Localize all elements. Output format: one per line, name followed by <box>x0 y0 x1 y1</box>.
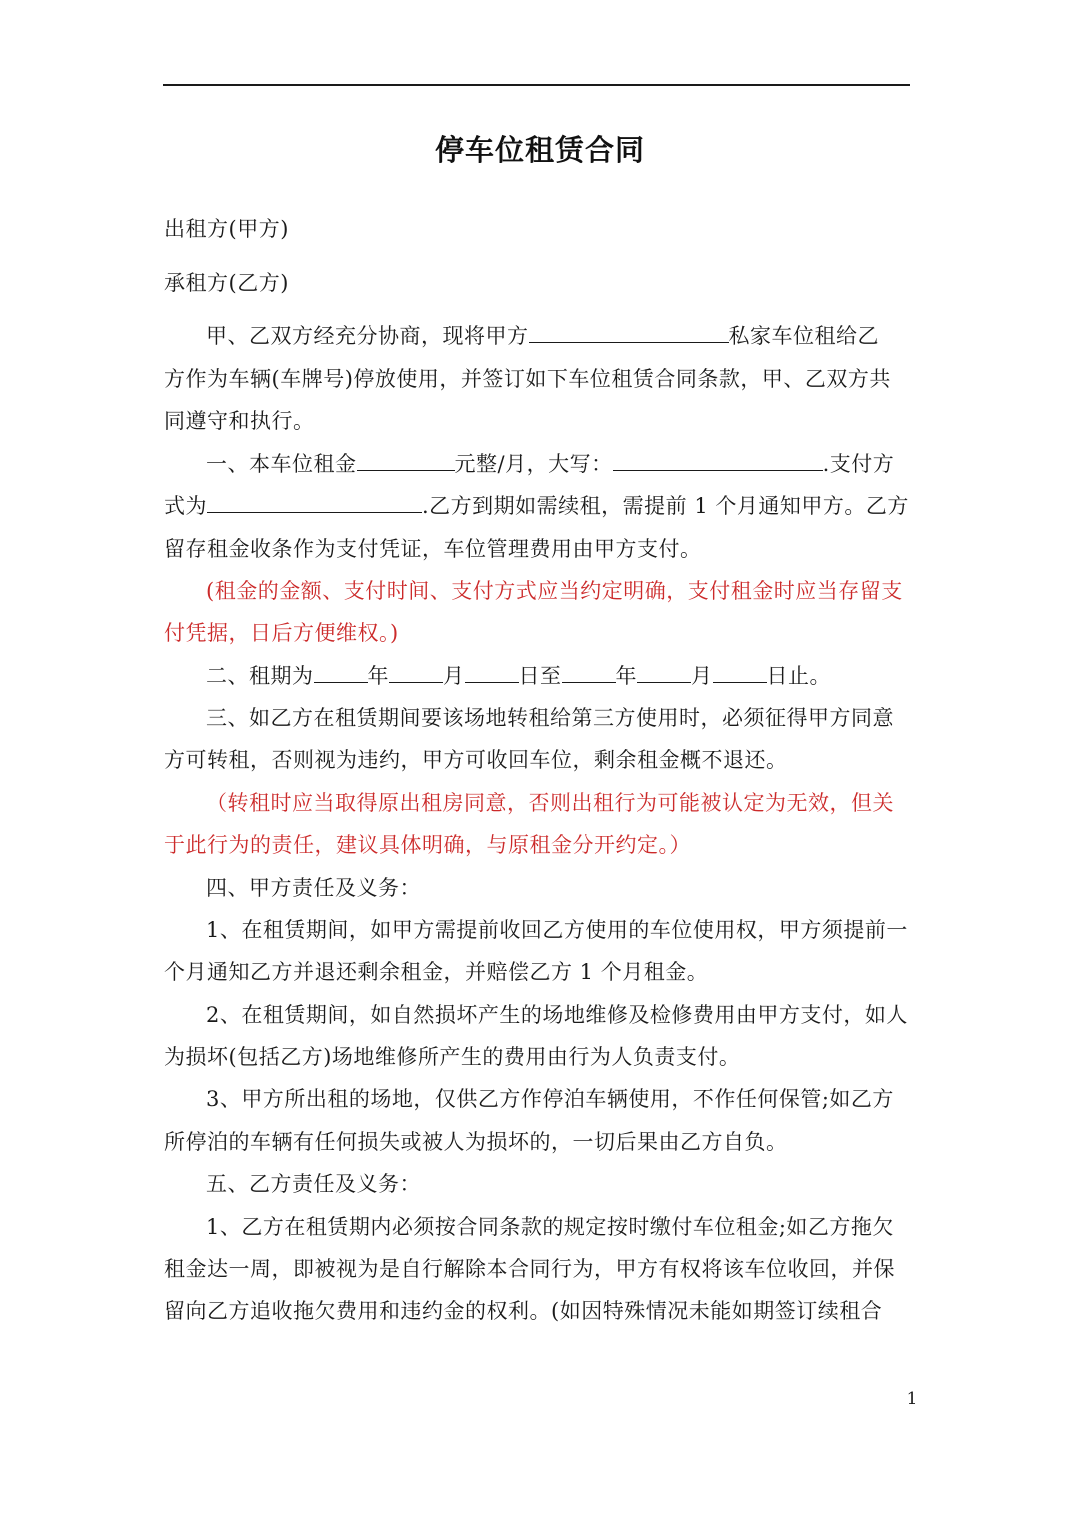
clause1-line-1 <box>206 449 914 479</box>
clause1-text-c: .支付方 <box>822 452 895 476</box>
page-number: 1 <box>906 1389 918 1409</box>
clause5-item1-line-2: 租金达一周，即被视为是自行解除本合同行为，甲方有权将该车位收回，并保 <box>164 1257 895 1281</box>
lessee-line: 承租方(乙方) <box>164 271 289 295</box>
clause2-month1: 月 <box>443 664 465 688</box>
clause5-item1-line-3: 留向乙方追收拖欠费用和违约金的权利。(如因特殊情况未能如期签订续租合 <box>164 1299 883 1323</box>
clause4-item2-line-1: 2、在租赁期间，如自然损坏产生的场地维修及检修费用由甲方支付，如人 <box>206 1003 908 1027</box>
clause4-heading: 四、甲方责任及义务： <box>206 876 421 900</box>
clause4-item3-line-2: 所停泊的车辆有任何损失或被人为损坏的，一切后果由乙方自负。 <box>164 1130 788 1154</box>
note1-line-1: (租金的金额、支付时间、支付方式应当约定明确，支付租金时应当存留支 <box>206 579 903 603</box>
clause1-text-d: 式为 <box>164 494 207 518</box>
end-month-blank <box>637 661 691 683</box>
note1-line-2: 付凭据，日后方便维权。) <box>164 621 399 645</box>
intro-line-2: 方作为车辆(车牌号)停放使用，并签订如下车位租赁合同条款，甲、乙双方共 <box>164 367 891 391</box>
clause1-line-2 <box>164 491 914 521</box>
start-month-blank <box>389 661 443 683</box>
clause4-item1-line-1: 1、在租赁期间，如甲方需提前收回乙方使用的车位使用权，甲方须提前一 <box>206 918 908 942</box>
intro-line-3: 同遵守和执行。 <box>164 409 315 433</box>
clause1-text-b: 元整/月，大写： <box>454 452 613 476</box>
document-title: 停车位租赁合同 <box>434 133 645 167</box>
lessor-line: 出租方(甲方) <box>164 217 289 241</box>
header-rule <box>163 84 910 86</box>
clause5-heading: 五、乙方责任及义务： <box>206 1172 421 1196</box>
start-day-blank <box>465 661 519 683</box>
end-day-blank <box>713 661 767 683</box>
clause1-text-e: .乙方到期如需续租，需提前 1 个月通知甲方。乙方 <box>422 494 909 518</box>
clause2-day2: 日止。 <box>766 664 831 688</box>
rent-words-blank <box>613 449 823 471</box>
intro-text-a: 甲、乙双方经充分协商，现将甲方 <box>206 324 529 348</box>
note2-line-2: 于此行为的责任，建议具体明确，与原租金分开约定。） <box>164 833 691 857</box>
intro-line-1 <box>206 321 914 351</box>
clause2-line <box>206 661 914 691</box>
payment-method-blank <box>207 491 422 513</box>
note2-line-1: （转租时应当取得原出租房同意，否则出租行为可能被认定为无效，但关 <box>206 791 894 815</box>
clause4-item2-line-2: 为损坏(包括乙方)场地维修所产生的费用由行为人负责支付。 <box>164 1045 741 1069</box>
clause1-line-3: 留存租金收条作为支付凭证，车位管理费用由甲方支付。 <box>164 537 702 561</box>
clause5-item1-line-1: 1、乙方在租赁期内必须按合同条款的规定按时缴付车位租金;如乙方拖欠 <box>206 1215 894 1239</box>
property-blank <box>529 321 729 343</box>
clause4-item1-line-2: 个月通知乙方并退还剩余租金，并赔偿乙方 1 个月租金。 <box>164 960 709 984</box>
end-year-blank <box>562 661 616 683</box>
clause3-line-1: 三、如乙方在租赁期间要该场地转租给第三方使用时，必须征得甲方同意 <box>206 706 894 730</box>
clause2-month2: 月 <box>691 664 713 688</box>
clause2-year2: 年 <box>615 664 637 688</box>
clause2-text-a: 二、租期为 <box>206 664 314 688</box>
intro-text-b: 私家车位租给乙 <box>728 324 879 348</box>
clause4-item3-line-1: 3、甲方所出租的场地，仅供乙方作停泊车辆使用，不作任何保管;如乙方 <box>206 1087 894 1111</box>
rent-amount-blank <box>357 449 455 471</box>
clause1-text-a: 一、本车位租金 <box>206 452 357 476</box>
start-year-blank <box>314 661 368 683</box>
clause2-day1: 日至 <box>518 664 562 688</box>
clause2-year1: 年 <box>367 664 389 688</box>
clause3-line-2: 方可转租，否则视为违约，甲方可收回车位，剩余租金概不退还。 <box>164 748 788 772</box>
